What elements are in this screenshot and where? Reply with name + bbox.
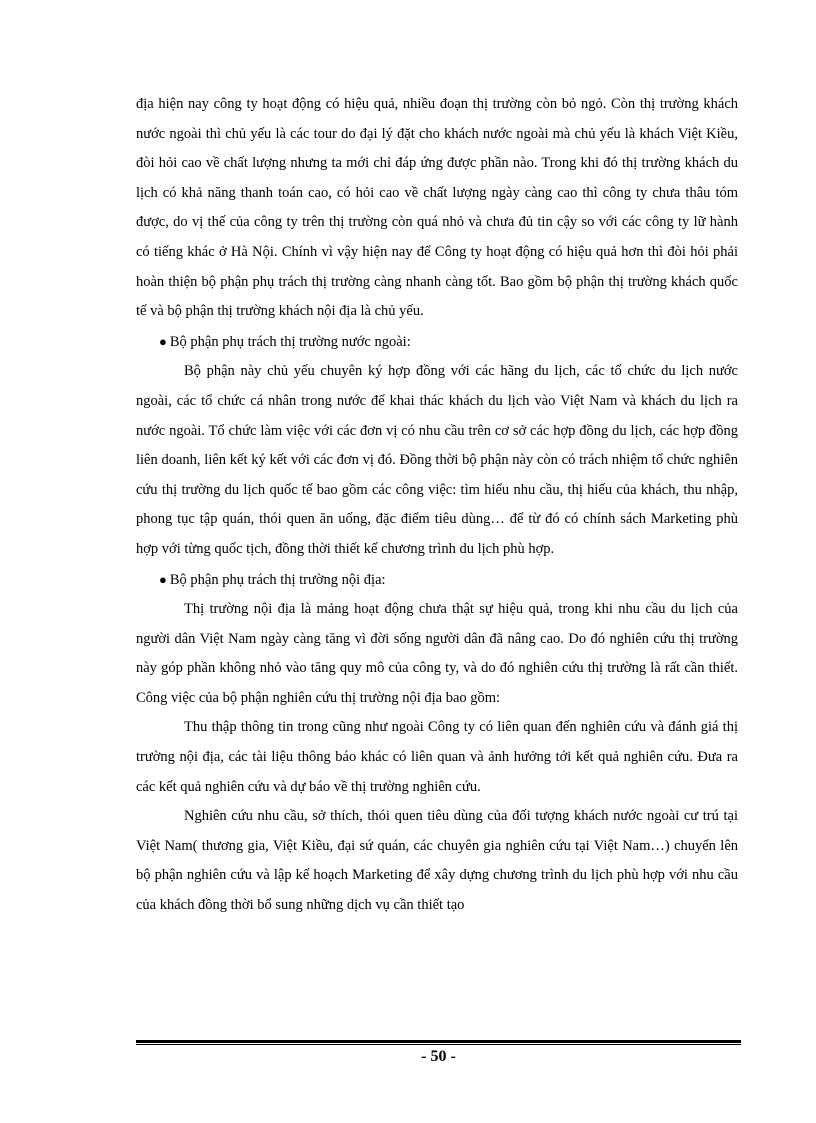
bullet-heading-foreign-market xyxy=(136,327,738,358)
bullet-heading-text: Bộ phận phụ trách thị trường nội địa: xyxy=(169,571,386,588)
paragraph: Thu thập thông tin trong cũng như ngoài Công ty có liên quan đến nghiên cứu và đánh giá thị trường nội địa, các tài liệu thông báo khác có liên quan và ảnh hưởng tới kết quả nghiên cứu. Đưa ra các kết quả nghiên cứu và dự báo về thị trường nghiên cứu. xyxy=(136,719,738,795)
bullet-heading-domestic-market xyxy=(136,565,738,596)
paragraph: Bộ phận này chủ yếu chuyên ký hợp đồng với các hãng du lịch, các tổ chức du lịch nước ngoài, các tổ chức cá nhân trong nước để khai thác khách du lịch vào Việt Nam và khách du lịch ra nước ngoài. Tổ chức làm việc với các đơn vị có nhu cầu trên cơ sở các hợp đồng du lịch, các hợp đồng liên doanh, liên kết ký kết với các đơn vị đó. Đồng thời bộ phận này còn có trách nhiệm tổ chức nghiên cứu thị trường du lịch quốc tế bao gồm các công việc: tìm hiểu nhu cầu, thị hiếu của khách, thu nhập, phong tục tập quán, thói quen ăn uống, đặc điểm tiêu dùng… để từ đó có chính sách Marketing phù hợp với từng quốc tịch, đồng thời thiết kế chương trình du lịch phù hợp. xyxy=(136,363,738,557)
paragraph: địa hiện nay công ty hoạt động có hiệu quả, nhiều đoạn thị trường còn bỏ ngỏ. Còn thị trường khách nước ngoài thì chủ yếu là các tour do đại lý đặt cho khách nước ngoài mà chủ yếu là khách Việt Kiều, đòi hỏi cao về chất lượng nhưng ta mới chỉ đáp ứng được phần nào. Trong khi đó thị trường khách du lịch có khả năng thanh toán cao, có hỏi cao về chất lượng ngày càng cao thì công ty chưa thâu tóm được, do vị thế của công ty trên thị trường còn quá nhỏ và chưa đủ tin cậy so với các công ty lữ hành có tiếng khác ở Hà Nội. Chính vì vậy hiện nay để Công ty hoạt động có hiệu quả hơn thì đòi hỏi phải hoàn thiện bộ phận phụ trách thị trường càng nhanh càng tốt. Bao gồm bộ phận thị trường khách quốc tế và bộ phận thị trường khách nội địa là chủ yếu. xyxy=(136,96,738,320)
paragraph: Thị trường nội địa là mảng hoạt động chưa thật sự hiệu quả, trong khi nhu cầu du lịch của người dân Việt Nam ngày càng tăng vì đời sống người dân đã nâng cao. Do đó nghiên cứu thị trường này góp phần không nhỏ vào tăng quy mô của công ty, và do đó nghiên cứu thị trường là rất cần thiết. Công việc của bộ phận nghiên cứu thị trường nội địa bao gồm: xyxy=(136,601,738,706)
page-number: - 50 - xyxy=(421,1048,456,1065)
footer-divider xyxy=(136,1040,741,1045)
bullet-icon: ● xyxy=(159,333,167,349)
paragraph: Nghiên cứu nhu cầu, sở thích, thói quen tiêu dùng của đối tượng khách nước ngoài cư trú tại Việt Nam( thương gia, Việt Kiều, đại sứ quán, các chuyên gia nghiên cứu tại Việt Nam…) chuyển lên bộ phận nghiên cứu và lập kế hoạch Marketing để xây dựng chương trình du lịch phù hợp với nhu cầu của khách đồng thời bổ sung những dịch vụ cần thiết tạo xyxy=(136,808,738,914)
page-body xyxy=(136,90,738,921)
bullet-heading-text: Bộ phận phụ trách thị trường nước ngoài: xyxy=(169,333,411,350)
bullet-icon: ● xyxy=(159,571,167,587)
